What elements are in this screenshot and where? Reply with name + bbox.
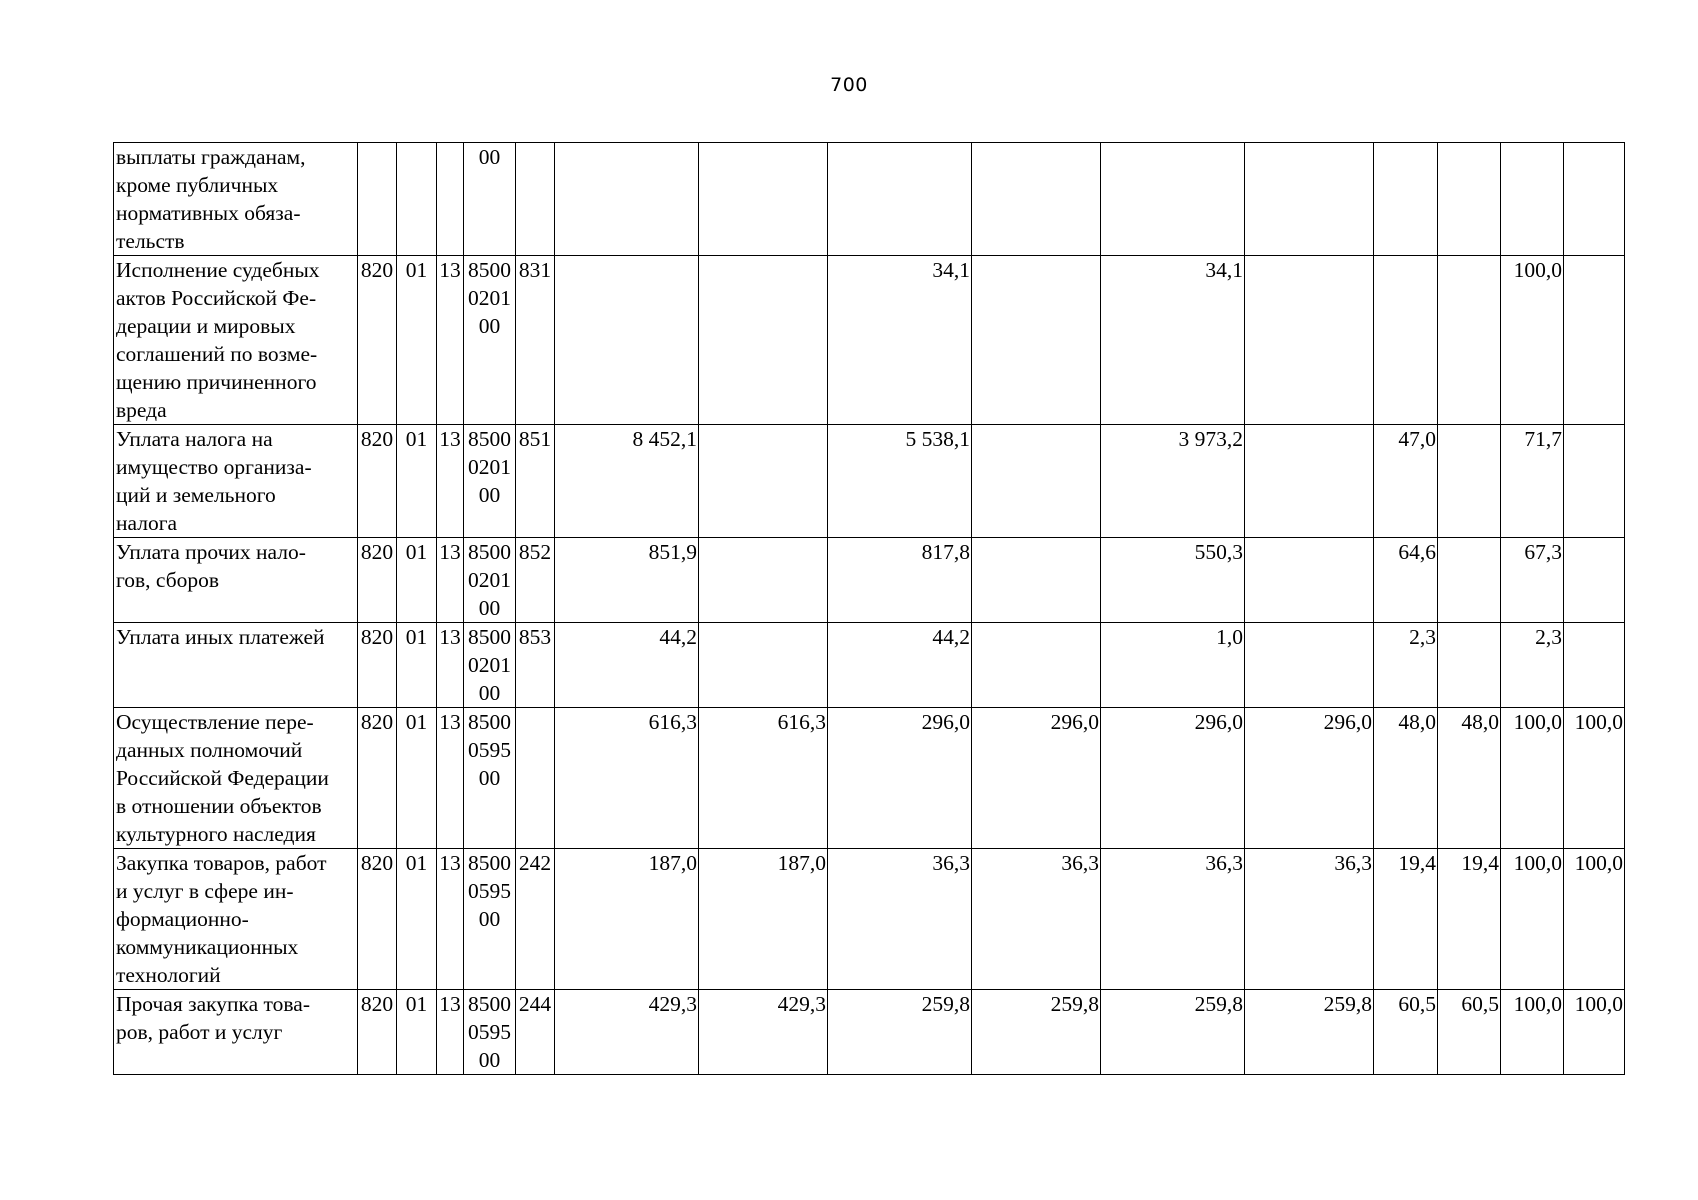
cell-value-6: 36,3	[1245, 849, 1374, 990]
row-name-line: нормативных обяза-	[116, 201, 301, 225]
cell-value-3: 296,0	[828, 708, 972, 849]
cell-value-5: 550,3	[1101, 538, 1245, 623]
row-name-line: Российской Федерации	[116, 766, 329, 790]
row-name-line: данных полномочий	[116, 738, 303, 762]
cell-value-1: 187,0	[555, 849, 699, 990]
cell-pr: 13	[437, 708, 464, 849]
cell-value-2: 616,3	[699, 708, 828, 849]
cell-value-5: 296,0	[1101, 708, 1245, 849]
row-name-cell	[114, 425, 358, 538]
row-name-line: технологий	[116, 963, 221, 987]
cell-pr: 13	[437, 425, 464, 538]
cell-value-6: 296,0	[1245, 708, 1374, 849]
csr-line: 00	[478, 483, 501, 507]
cell-rz: 01	[397, 538, 437, 623]
row-name-line: Осуществление пере-	[116, 710, 314, 734]
table-row	[114, 708, 1625, 849]
row-name-line: вреда	[116, 398, 167, 422]
cell-glava: 820	[358, 256, 397, 425]
cell-csr	[464, 143, 516, 256]
cell-value-5	[1101, 143, 1245, 256]
csr-line: 0595	[468, 738, 511, 762]
cell-glava: 820	[358, 990, 397, 1075]
cell-value-7: 19,4	[1374, 849, 1438, 990]
cell-value-6	[1245, 143, 1374, 256]
cell-value-7	[1374, 143, 1438, 256]
cell-pr	[437, 143, 464, 256]
csr-line: 00	[478, 145, 501, 169]
cell-csr	[464, 990, 516, 1075]
budget-table	[113, 142, 1625, 1075]
csr-line: 8500	[468, 992, 511, 1016]
cell-value-4	[972, 538, 1101, 623]
cell-value-5: 34,1	[1101, 256, 1245, 425]
csr-line: 0201	[468, 286, 511, 310]
cell-glava: 820	[358, 623, 397, 708]
cell-glava: 820	[358, 425, 397, 538]
page-number: 700	[830, 74, 868, 96]
csr-line: 8500	[468, 427, 511, 451]
cell-value-4	[972, 143, 1101, 256]
cell-value-4: 36,3	[972, 849, 1101, 990]
cell-value-3: 44,2	[828, 623, 972, 708]
cell-value-9: 2,3	[1501, 623, 1564, 708]
cell-value-1	[555, 256, 699, 425]
cell-value-8	[1438, 256, 1501, 425]
cell-value-4	[972, 425, 1101, 538]
csr-line: 8500	[468, 710, 511, 734]
cell-value-5: 36,3	[1101, 849, 1245, 990]
row-name-line: Исполнение судебных	[116, 258, 320, 282]
cell-pr: 13	[437, 990, 464, 1075]
cell-value-7: 47,0	[1374, 425, 1438, 538]
cell-value-5: 3 973,2	[1101, 425, 1245, 538]
cell-value-1: 8 452,1	[555, 425, 699, 538]
csr-line: 8500	[468, 625, 511, 649]
cell-csr	[464, 256, 516, 425]
cell-value-4	[972, 256, 1101, 425]
row-name-line: и услуг в сфере ин-	[116, 879, 294, 903]
cell-rz: 01	[397, 256, 437, 425]
cell-value-3	[828, 143, 972, 256]
cell-value-6	[1245, 623, 1374, 708]
row-name-line: формационно-	[116, 907, 249, 931]
csr-line: 0201	[468, 568, 511, 592]
cell-value-9: 67,3	[1501, 538, 1564, 623]
cell-value-10	[1564, 538, 1625, 623]
row-name-line: коммуникационных	[116, 935, 299, 959]
cell-vr: 853	[516, 623, 555, 708]
cell-value-9: 100,0	[1501, 990, 1564, 1075]
row-name-line: Прочая закупка това-	[116, 992, 310, 1016]
row-name-line: культурного наследия	[116, 822, 316, 846]
cell-csr	[464, 708, 516, 849]
cell-value-3: 34,1	[828, 256, 972, 425]
cell-glava: 820	[358, 538, 397, 623]
cell-glava: 820	[358, 849, 397, 990]
cell-value-8	[1438, 425, 1501, 538]
cell-vr: 831	[516, 256, 555, 425]
cell-value-4	[972, 623, 1101, 708]
cell-value-3: 259,8	[828, 990, 972, 1075]
table-row	[114, 990, 1625, 1075]
row-name-cell	[114, 143, 358, 256]
cell-value-6: 259,8	[1245, 990, 1374, 1075]
csr-line: 00	[478, 1048, 501, 1072]
cell-value-9: 100,0	[1501, 708, 1564, 849]
row-name-line: щению причиненного	[116, 370, 317, 394]
row-name-line: соглашений по возме-	[116, 342, 318, 366]
cell-value-10	[1564, 623, 1625, 708]
cell-value-8: 60,5	[1438, 990, 1501, 1075]
cell-vr	[516, 143, 555, 256]
cell-pr: 13	[437, 623, 464, 708]
cell-value-3: 817,8	[828, 538, 972, 623]
cell-value-9: 71,7	[1501, 425, 1564, 538]
cell-value-10: 100,0	[1564, 849, 1625, 990]
cell-value-4: 259,8	[972, 990, 1101, 1075]
cell-value-10	[1564, 425, 1625, 538]
csr-line: 0595	[468, 1020, 511, 1044]
csr-line: 00	[478, 766, 501, 790]
csr-line: 0595	[468, 879, 511, 903]
cell-rz: 01	[397, 708, 437, 849]
cell-value-1: 429,3	[555, 990, 699, 1075]
cell-value-3: 36,3	[828, 849, 972, 990]
row-name-line: Уплата иных платежей	[116, 625, 325, 649]
cell-value-1: 44,2	[555, 623, 699, 708]
csr-line: 00	[478, 681, 501, 705]
cell-rz: 01	[397, 425, 437, 538]
cell-value-2	[699, 256, 828, 425]
cell-value-2	[699, 425, 828, 538]
cell-glava: 820	[358, 708, 397, 849]
csr-line: 00	[478, 314, 501, 338]
cell-value-9: 100,0	[1501, 256, 1564, 425]
row-name-line: ров, работ и услуг	[116, 1020, 283, 1044]
row-name-cell	[114, 256, 358, 425]
cell-value-9: 100,0	[1501, 849, 1564, 990]
cell-value-6	[1245, 256, 1374, 425]
cell-csr	[464, 538, 516, 623]
cell-pr: 13	[437, 849, 464, 990]
cell-value-7: 2,3	[1374, 623, 1438, 708]
cell-value-10	[1564, 143, 1625, 256]
row-name-cell	[114, 849, 358, 990]
csr-line: 0201	[468, 455, 511, 479]
cell-value-2	[699, 623, 828, 708]
cell-value-2	[699, 538, 828, 623]
csr-line: 8500	[468, 540, 511, 564]
row-name-cell	[114, 990, 358, 1075]
cell-value-3: 5 538,1	[828, 425, 972, 538]
table-row	[114, 538, 1625, 623]
cell-value-8	[1438, 143, 1501, 256]
cell-rz	[397, 143, 437, 256]
cell-value-1: 851,9	[555, 538, 699, 623]
cell-value-6	[1245, 425, 1374, 538]
cell-csr	[464, 425, 516, 538]
cell-value-6	[1245, 538, 1374, 623]
cell-value-8: 48,0	[1438, 708, 1501, 849]
cell-value-2: 429,3	[699, 990, 828, 1075]
cell-vr: 242	[516, 849, 555, 990]
cell-value-10	[1564, 256, 1625, 425]
cell-value-10: 100,0	[1564, 990, 1625, 1075]
row-name-line: в отношении объектов	[116, 794, 322, 818]
table-row	[114, 143, 1625, 256]
cell-csr	[464, 849, 516, 990]
row-name-line: актов Российской Фе-	[116, 286, 317, 310]
row-name-cell	[114, 708, 358, 849]
cell-csr	[464, 623, 516, 708]
cell-vr: 852	[516, 538, 555, 623]
cell-value-7: 48,0	[1374, 708, 1438, 849]
cell-value-4: 296,0	[972, 708, 1101, 849]
cell-value-1: 616,3	[555, 708, 699, 849]
row-name-cell	[114, 623, 358, 708]
row-name-line: гов, сборов	[116, 568, 220, 592]
cell-pr: 13	[437, 256, 464, 425]
cell-value-10: 100,0	[1564, 708, 1625, 849]
csr-line: 8500	[468, 851, 511, 875]
csr-line: 00	[478, 907, 501, 931]
row-name-cell	[114, 538, 358, 623]
cell-vr	[516, 708, 555, 849]
row-name-line: налога	[116, 511, 178, 535]
row-name-line: Закупка товаров, работ	[116, 851, 327, 875]
cell-value-8: 19,4	[1438, 849, 1501, 990]
csr-line: 0201	[468, 653, 511, 677]
cell-value-7	[1374, 256, 1438, 425]
cell-value-2	[699, 143, 828, 256]
row-name-line: тельств	[116, 229, 185, 253]
row-name-line: имущество организа-	[116, 455, 312, 479]
table-row	[114, 849, 1625, 990]
row-name-line: дерации и мировых	[116, 314, 296, 338]
row-name-line: Уплата налога на	[116, 427, 273, 451]
csr-line: 00	[478, 596, 501, 620]
cell-value-7: 60,5	[1374, 990, 1438, 1075]
row-name-line: Уплата прочих нало-	[116, 540, 306, 564]
cell-value-8	[1438, 623, 1501, 708]
cell-value-2: 187,0	[699, 849, 828, 990]
cell-rz: 01	[397, 990, 437, 1075]
row-name-line: кроме публичных	[116, 173, 279, 197]
row-name-line: ций и земельного	[116, 483, 276, 507]
table-row	[114, 256, 1625, 425]
cell-value-5: 1,0	[1101, 623, 1245, 708]
cell-value-5: 259,8	[1101, 990, 1245, 1075]
cell-value-7: 64,6	[1374, 538, 1438, 623]
row-name-line: выплаты гражданам,	[116, 145, 306, 169]
cell-rz: 01	[397, 849, 437, 990]
cell-rz: 01	[397, 623, 437, 708]
cell-vr: 244	[516, 990, 555, 1075]
cell-value-8	[1438, 538, 1501, 623]
csr-line: 8500	[468, 258, 511, 282]
cell-vr: 851	[516, 425, 555, 538]
table-row	[114, 623, 1625, 708]
cell-value-9	[1501, 143, 1564, 256]
cell-pr: 13	[437, 538, 464, 623]
cell-value-1	[555, 143, 699, 256]
cell-glava	[358, 143, 397, 256]
table-row	[114, 425, 1625, 538]
